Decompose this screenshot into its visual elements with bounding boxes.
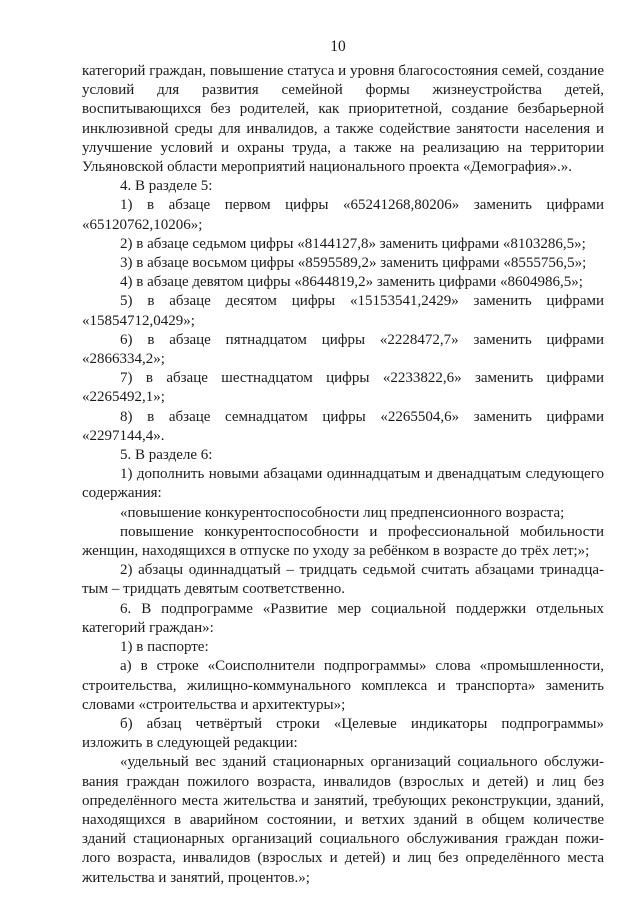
quoted-paragraph-1: «повышение конкурентоспособности лиц предпенсионного возраста;	[120, 504, 565, 521]
section-5-heading: 4. В разделе 5:	[120, 178, 213, 195]
section-5-item-8: 8) в абзаце семнадцатом цифры «2265504,6» заменить цифрами «2297144,4».	[82, 408, 604, 444]
paragraph-continuation: категорий граждан, повышение статуса и уровня благосостояния семей, создание условий для развития семейной формы жизнеустройства детей, воспитывающихся без родителей, как приоритетной, создание безбарьерной инклюзивной среды для инвалидов, а также содействие занятости населения и улучшение условий и охраны труда, а также на реализацию на территории Ульяновской области мероприятий национального проекта «Демография».».	[82, 63, 604, 176]
passport-subitem-b: б) абзац четвёртый строки «Целевые индикаторы подпрограммы» изложить в следующей редакции:	[82, 715, 604, 752]
section-6-heading: 5. В разделе 6:	[120, 447, 213, 464]
quoted-paragraph-2: повышение конкурентоспособности и профессиональной мобильности женщин, находящихся в отпуске по уходу за ребёнком в возрасте до трёх лет;»;	[82, 523, 604, 560]
section-5-item-6: 6) в абзаце пятнадцатом цифры «2228472,7» заменить цифрами «2866334,2»;	[82, 331, 604, 368]
section-5-item-3: 3) в абзаце восьмом цифры «8595589,2» заменить цифрами «8555756,5»;	[120, 255, 587, 272]
section-6-item-2: 2) абзацы одиннадцатый – тридцать седьмой считать абзацами тринадцатым – тридцать девятым соответственно.	[82, 562, 604, 598]
section-5-item-2: 2) в абзаце седьмом цифры «8144127,8» заменить цифрами «8103286,5»;	[120, 235, 586, 252]
subprogram-heading: 6. В подпрограмме «Развитие мер социальной поддержки отдельных категорий граждан»:	[82, 600, 604, 636]
passport-subitem-a: а) в строке «Соисполнители подпрограммы» слова «промышленности, строительства, жилищно-коммунального комплекса и транспорта» заменить словами «строительства и архитектуры»;	[82, 658, 604, 713]
section-5-item-4: 4) в абзаце девятом цифры «8644819,2» заменить цифрами «8604986,5»;	[120, 274, 583, 291]
document-body	[82, 62, 604, 888]
section-5-item-1: 1) в абзаце первом цифры «65241268,80206» заменить цифрами «65120762,10206»;	[82, 197, 604, 233]
page-number: 10	[330, 38, 346, 55]
section-5-item-7: 7) в абзаце шестнадцатом цифры «2233822,6» заменить цифрами «2265492,1»;	[82, 370, 604, 406]
section-6-item-1: 1) дополнить новыми абзацами одиннадцатым и двенадцатым следующего содержания:	[82, 466, 604, 502]
quoted-indicator-paragraph: «удельный вес зданий стационарных организаций социального обслуживания граждан пожилого возраста, инвалидов (взрослых и детей) и лиц без определённого места жительства и занятий, требующих реконструкции, зданий, находящихся в аварийном состоянии, и ветхих зданий в общем количестве зданий стационарных организаций социального обслуживания граждан пожилого возраста, инвалидов (взрослых и детей) и лиц без определённого места жительства и занятий, процентов.»;	[82, 754, 604, 886]
section-5-item-5: 5) в абзаце десятом цифры «15153541,2429» заменить цифрами «15854712,0429»;	[82, 293, 604, 329]
passport-item: 1) в паспорте:	[120, 639, 209, 656]
